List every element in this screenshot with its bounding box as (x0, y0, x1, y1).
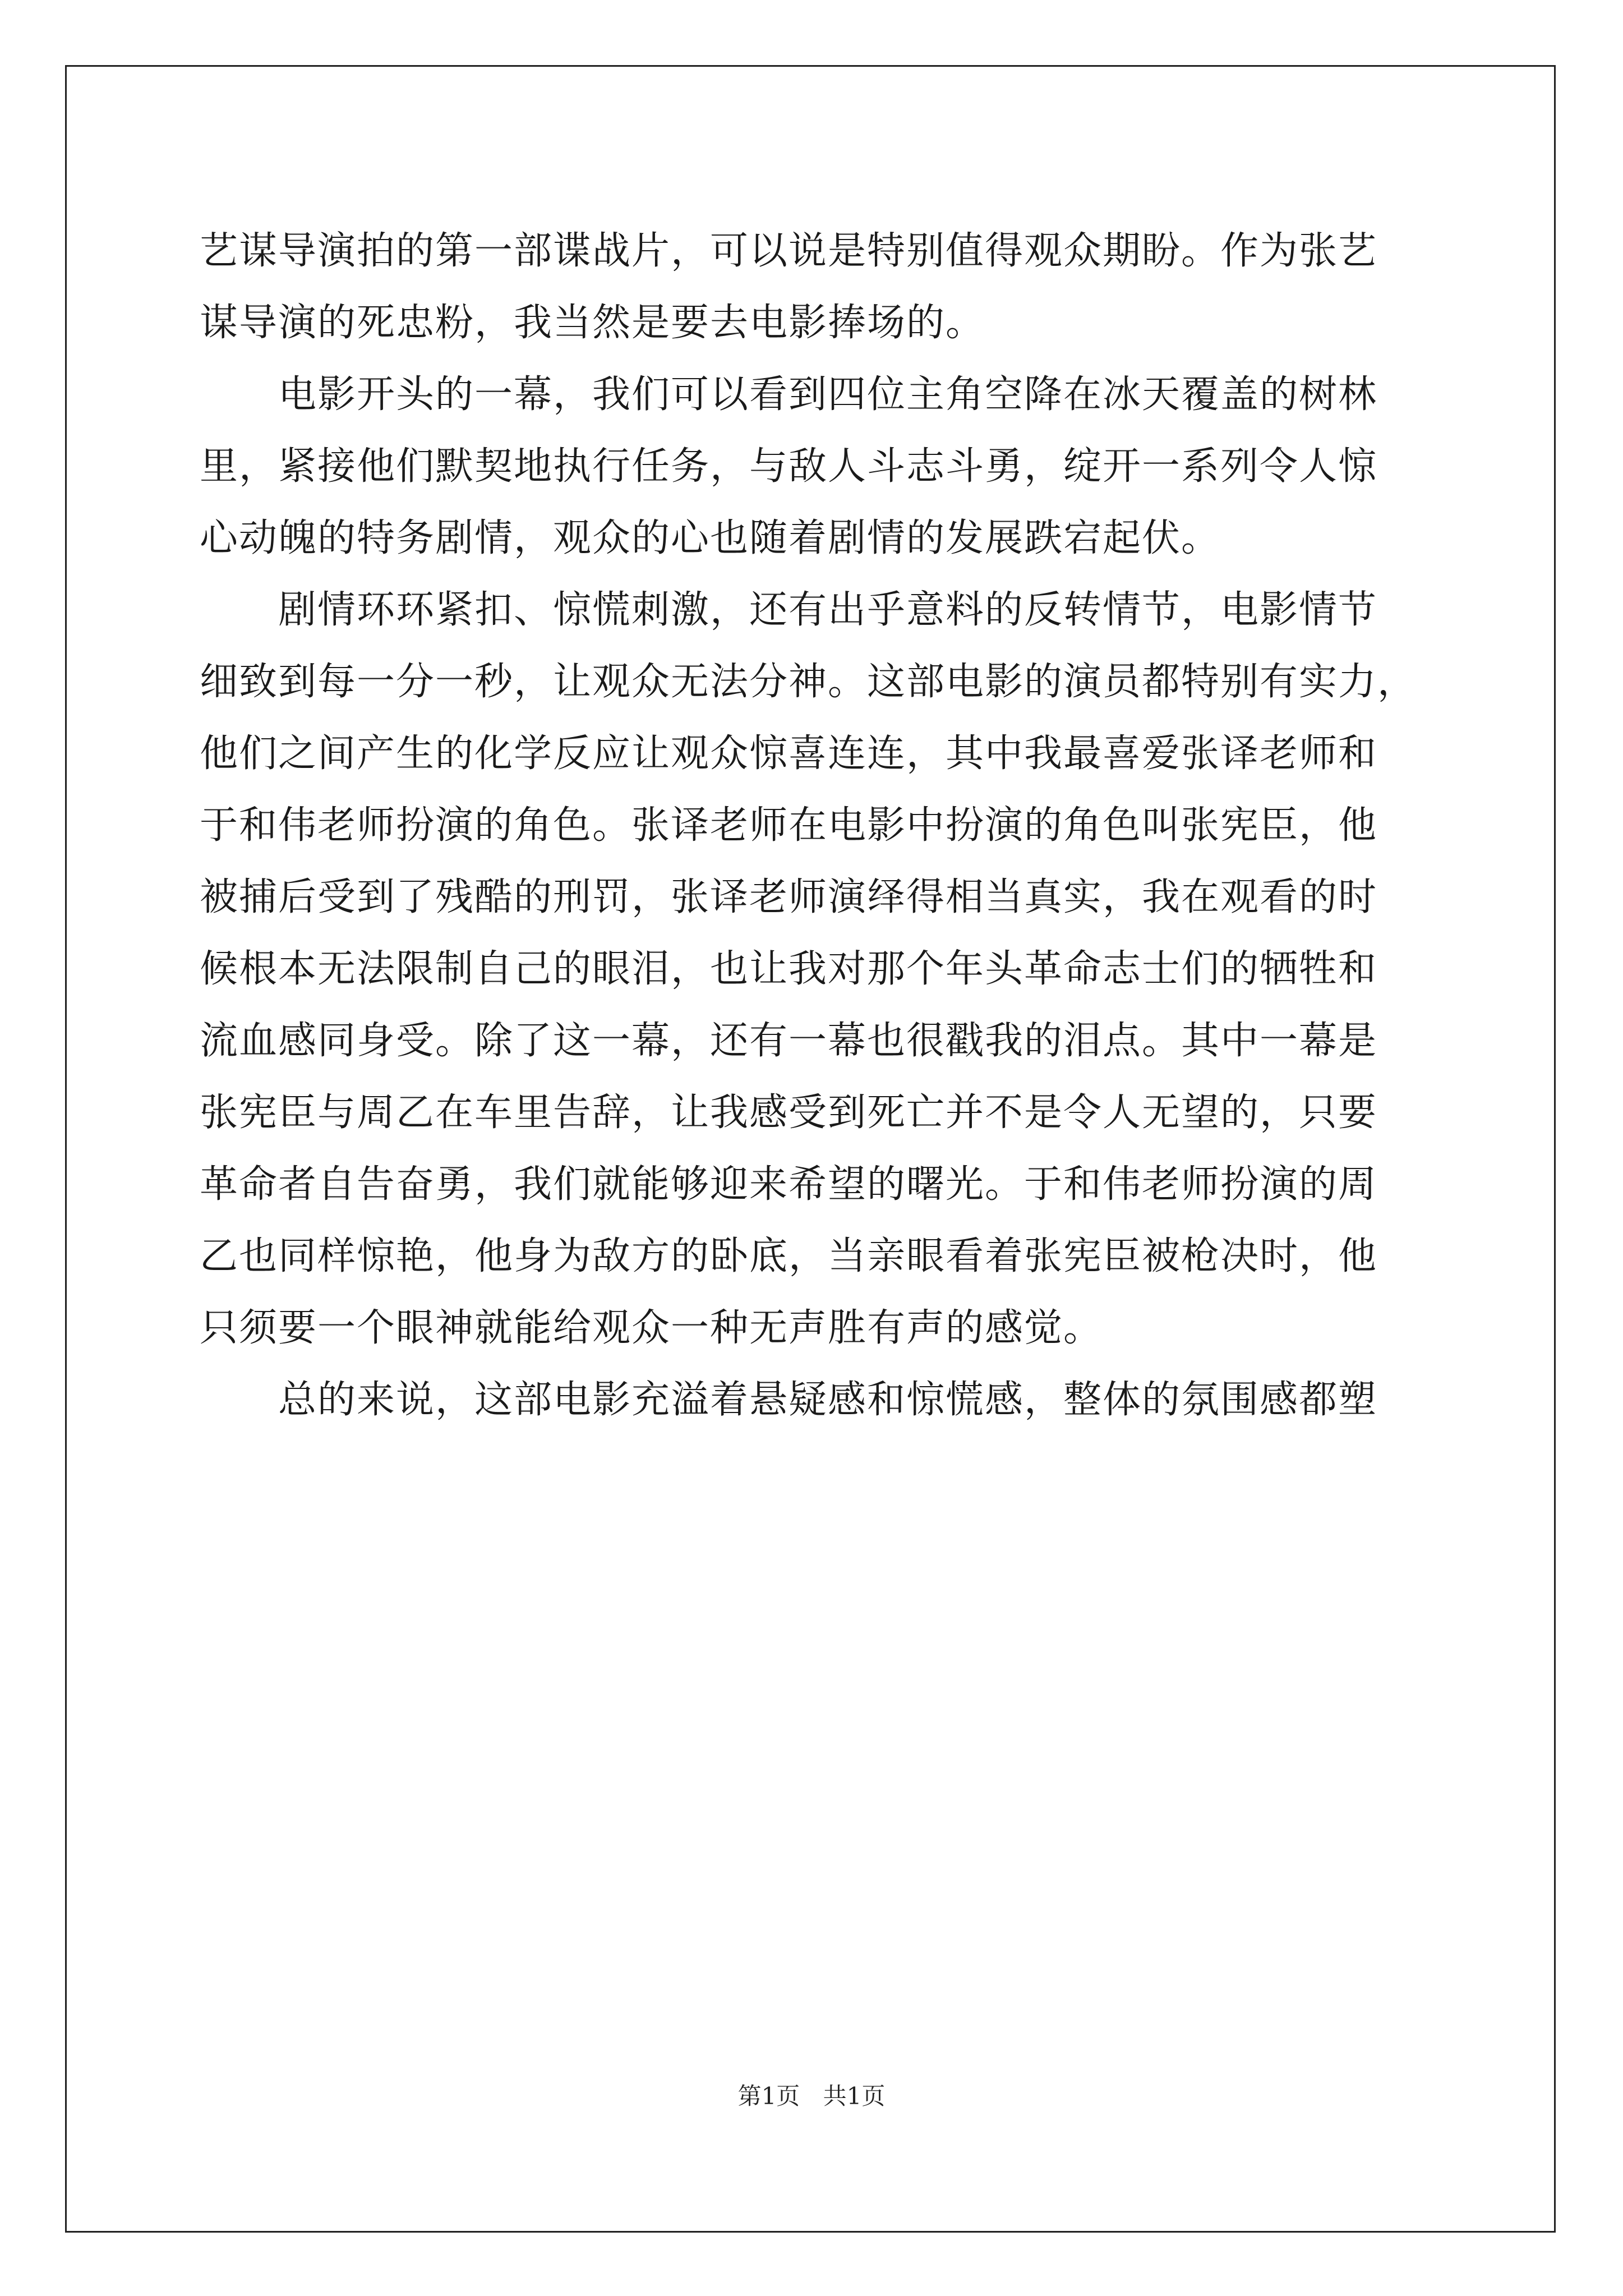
text-line: 流血感同身受。除了这一幕，还有一幕也很戳我的泪点。其中一幕是 (200, 1019, 1378, 1063)
text-line: 于和伟老师扮演的角色。张译老师在电影中扮演的角色叫张宪臣，他 (200, 803, 1378, 848)
text-line: 他们之间产生的化学反应让观众惊喜连连，其中我最喜爱张译老师和 (200, 731, 1378, 776)
text-line: 乙也同样惊艳，他身为敌方的卧底，当亲眼看着张宪臣被枪决时，他 (200, 1234, 1378, 1278)
document-body (200, 215, 1456, 1436)
text-line: 细致到每一分一秒，让观众无法分神。这部电影的演员都特别有实力， (200, 660, 1417, 704)
paragraph-start-line: 剧情环环紧扣、惊慌刺激，还有出乎意料的反转情节，电影情节 (278, 588, 1378, 632)
paragraph-start-line: 总的来说，这部电影充溢着悬疑感和惊慌感，整体的氛围感都塑 (278, 1378, 1378, 1422)
text-line: 张宪臣与周乙在车里告辞，让我感受到死亡并不是令人无望的，只要 (200, 1091, 1378, 1135)
text-line: 革命者自告奋勇，我们就能够迎来希望的曙光。于和伟老师扮演的周 (200, 1162, 1378, 1207)
text-line: 艺谋导演拍的第一部谍战片，可以说是特别值得观众期盼。作为张艺 (200, 229, 1378, 273)
text-line: 心动魄的特务剧情，观众的心也随着剧情的发展跌宕起伏。 (200, 516, 1221, 560)
text-line: 被捕后受到了残酷的刑罚，张译老师演绎得相当真实，我在观看的时 (200, 875, 1378, 919)
page-number: 第1页 (737, 2082, 800, 2110)
text-line: 候根本无法限制自己的眼泪，也让我对那个年头革命志士们的牺牲和 (200, 947, 1378, 991)
page-footer (0, 2078, 1623, 2111)
text-line: 谋导演的死忠粉，我当然是要去电影捧场的。 (200, 301, 985, 345)
paragraph-start-line: 电影开头的一幕，我们可以看到四位主角空降在冰天覆盖的树林 (278, 372, 1378, 417)
text-line: 只须要一个眼神就能给观众一种无声胜有声的感觉。 (200, 1306, 1103, 1350)
page-total: 共1页 (823, 2082, 886, 2110)
text-line: 里，紧接他们默契地执行任务，与敌人斗志斗勇，绽开一系列令人惊 (200, 444, 1378, 489)
